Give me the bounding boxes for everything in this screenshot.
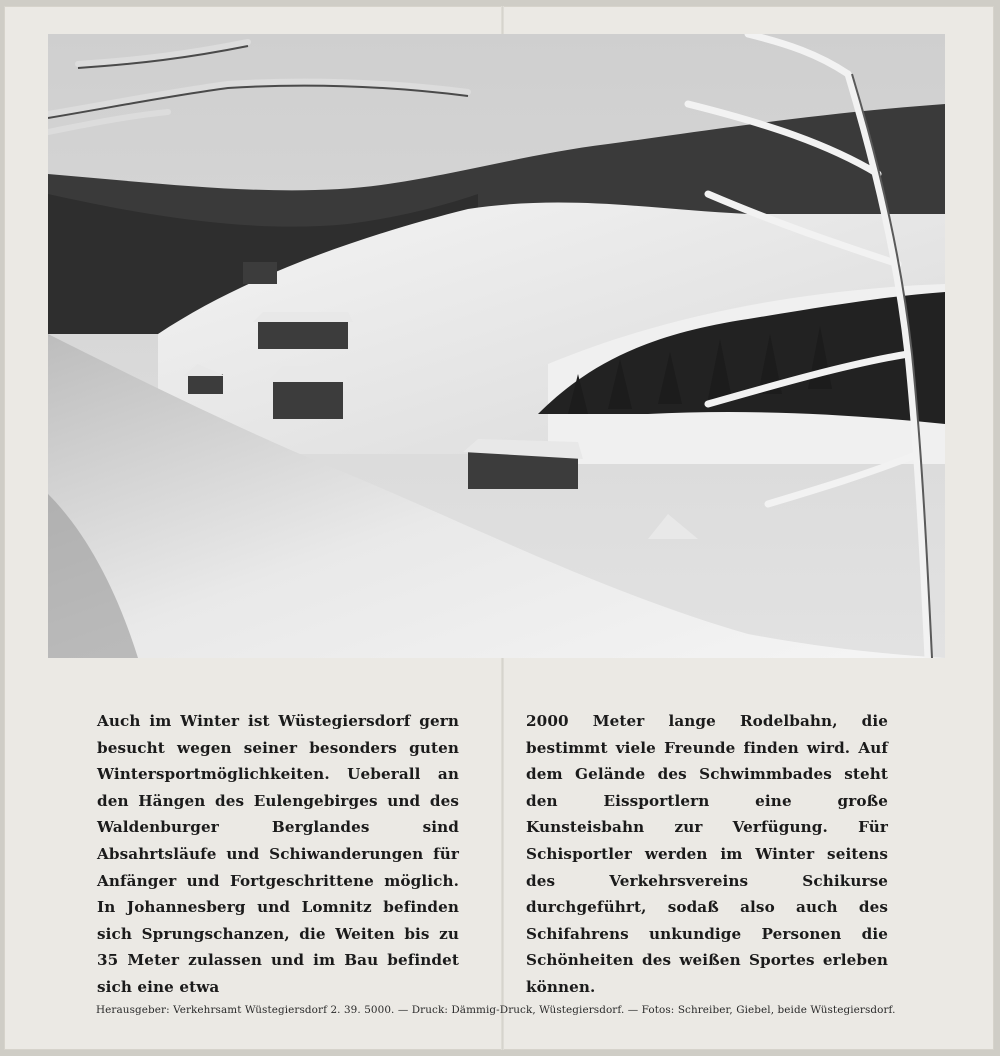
brochure-spread: [4, 6, 994, 1050]
winter-landscape-photo: [48, 34, 945, 658]
text-column-left: Auch im Winter ist Wüstegiersdorf gern besucht wegen seiner besonders guten Wintersportmöglichkeiten. Ueberall an den Hängen des Eulengebirges und des Waldenburger Berglandes sind Absahrtsläufe und Schiwanderungen für Anfänger und Fortgeschrittene möglich. In Johannesberg und Lomnitz befinden sich Sprungschanzen, die Weiten bis zu 35 Meter zulassen und im Bau befindet sich eine etwa: [97, 712, 459, 996]
text-column-right: 2000 Meter lange Rodelbahn, die bestimmt viele Freunde finden wird. Auf dem Gelände des Schwimmbades steht den Eissportlern eine große Kunsteisbahn zur Verfügung. Für Schisportler werden im Winter seitens des Verkehrsvereins Schikurse durchgeführt, sodaß also auch des Schifahrens unkundige Personen die Schönheiten des weißen Sportes erleben können.: [526, 712, 888, 996]
imprint-footer: Herausgeber: Verkehrsamt Wüstegiersdorf 2. 39. 5000. — Druck: Dämmig-Druck, Wüstegiersdorf. — Fotos: Schreiber, Giebel, beide Wüstegiersdorf.: [96, 1004, 896, 1016]
